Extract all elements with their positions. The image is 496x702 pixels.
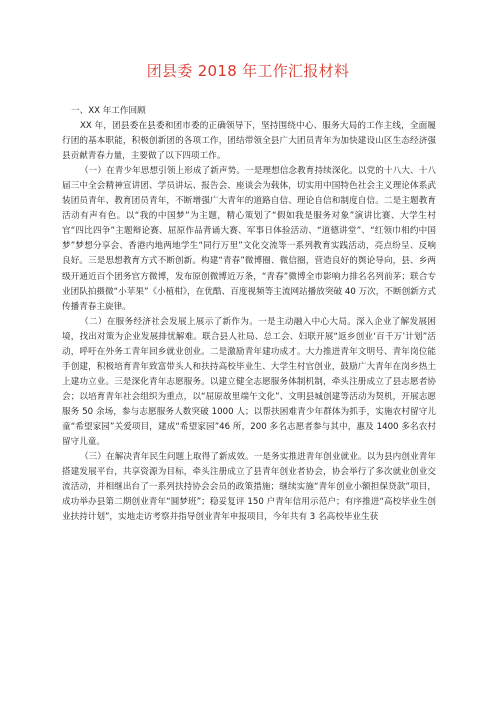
paragraph-youth-livelihood: （三）在解决青年民生问题上取得了新成效。一是务实推进青年创业就业。以为县内创业青年搭建发展平台，共享资源为目标，牵头注册成立了县青年创业者协会，协会举行了多次就业创业交流活动，并相继出台了一系列扶持协会会员的政策措施；继续实施“青年创业小额担保贷款”项目，成功举办县第二期创业青年“圆梦班”；稳妥复评 150 户青年信用示范户；有序推进“高校毕业生创业扶持计划”，实地走访考察并指导创业青年申报项目，今年共有 3 名高校毕业生获 xyxy=(62,452,436,523)
document-body xyxy=(62,104,436,525)
paragraph-ideological-guidance: （一）在青少年思想引领上形成了新声势。一是理想信念教育持续深化。以党的十八大、十八届三中全会精神宣讲团、学员讲坛、报告会、座谈会为载体，切实用中国特色社会主义理论体系武装团员青年、教育团员青年，不断增强广大青年的道路自信、理论自信和制度自信。二是主题教育活动有声有色。以“我的中国梦”为主题，精心策划了“假如我是服务对象”演讲比赛、大学生村官“四比四争”主题辩论赛、屈原作品背诵大赛、军事日体验活动、“道德讲堂”、“红领巾相约中国梦”梦想分享会、香港内地两地学生“同行万里”文化交流等一系列教育实践活动，亮点纷呈、反响良好。三是思想教育方式不断创新。构建“青春”微博圈、微信圈，营造良好的舆论导向，县、乡两级开通近百个团务官方微博，发布原创微博近万条，“青春”微博全市影响力排名名列前茅；联合专业团队拍摄微“小苹果”《小植柑》，在优酷、百度视频等主流网站播放突破 40 万次，不断创新方式传播青春主旋律。 xyxy=(62,166,436,312)
paragraph-economic-service: （二）在服务经济社会发展上展示了新作为。一是主动融入中心大局。深入企业了解发展困境，找出对策为企业发展排忧解难。联合县人社局、总工会、妇联开展“返乡创业‘百千万’计划”活动，呼吁在外务工青年回乡就业创业。二是激励青年建功成才。大力推进青年文明号、青年岗位能手创建，积极培育青年致富带头人和扶持高校毕业生、大学生村官创业，鼓励广大青年在岗乡热土上建功立业。三是深化青年志愿服务。以建立健全志愿服务体制机制，牵头注册成立了县志愿者协会；以培育青年社会组织为重点，以“屈原故里端午文化”、文明县城创建等活动为契机，开展志愿服务 50 余场，参与志愿服务人数突破 1000 人；以帮扶困难青少年群体为抓手，实施农村留守儿童“希望家园”关爱项目，建成“希望家园”46 所，200 多名志愿者参与其中，惠及 1400 多名农村留守儿童。 xyxy=(62,316,436,448)
paragraph-intro: XX 年，团县委在县委和团市委的正确领导下，坚持围绕中心、服务大局的工作主线，全面履行团的基本职能，积极创新团的各项工作，团结带领全县广大团员青年为加快建设山区生态经济强县贡献青春力量，主要做了以下四项工作。 xyxy=(62,121,436,162)
document-title: 团县委 2018 年工作汇报材料 xyxy=(146,62,350,80)
section-heading: 一、XX 年工作回顾 xyxy=(71,106,146,116)
